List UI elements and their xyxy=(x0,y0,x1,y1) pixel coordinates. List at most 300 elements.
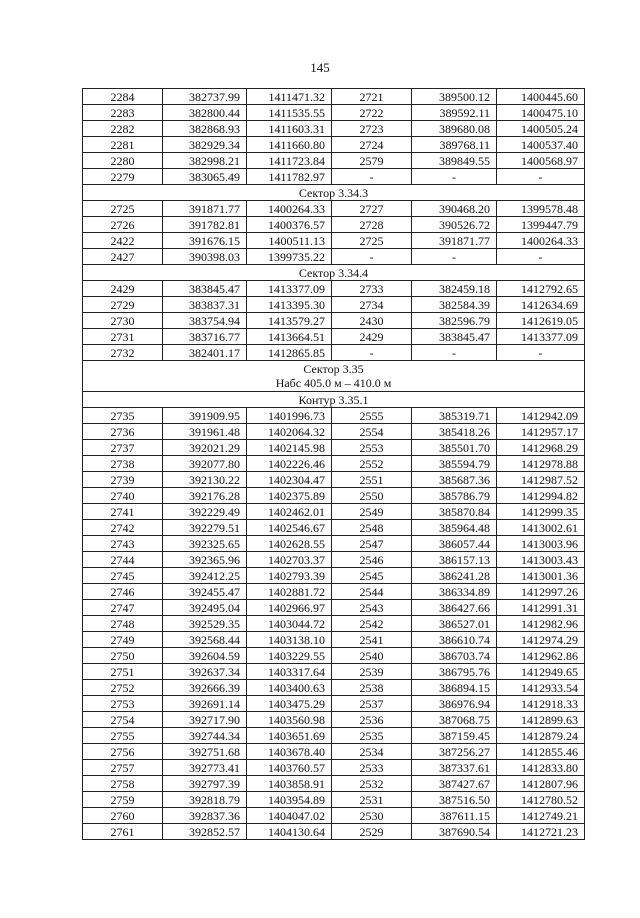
table-cell: 2422 xyxy=(83,233,163,249)
section-header-row xyxy=(83,361,585,392)
table-cell: 391871.77 xyxy=(163,201,247,217)
table-row xyxy=(83,488,585,504)
table-cell: 2283 xyxy=(83,105,163,121)
table-cell: 1403044.72 xyxy=(247,616,332,632)
table-cell: 392666.39 xyxy=(163,680,247,696)
table-cell: 387159.45 xyxy=(412,728,497,744)
table-cell: 387611.15 xyxy=(412,808,497,824)
table-row xyxy=(83,329,585,345)
table-cell: 392852.57 xyxy=(163,824,247,840)
table-cell: 2429 xyxy=(83,281,163,297)
table-cell: 2750 xyxy=(83,648,163,664)
table-cell: 1412982.96 xyxy=(497,616,585,632)
table-cell: 1403475.29 xyxy=(247,696,332,712)
table-cell: 386157.13 xyxy=(412,552,497,568)
table-cell: - xyxy=(332,345,412,361)
table-cell: 1412942.09 xyxy=(497,408,585,424)
table-row xyxy=(83,680,585,696)
table-cell: 2541 xyxy=(332,632,412,648)
table-cell: 1403229.55 xyxy=(247,648,332,664)
table-cell: 386795.76 xyxy=(412,664,497,680)
table-row xyxy=(83,808,585,824)
table-cell: 2549 xyxy=(332,504,412,520)
table-cell: 383716.77 xyxy=(163,329,247,345)
table-cell: 390468.20 xyxy=(412,201,497,217)
table-cell: 1403317.64 xyxy=(247,664,332,680)
table-cell: 2544 xyxy=(332,584,412,600)
table-cell: 1402546.67 xyxy=(247,520,332,536)
table-cell: 392365.96 xyxy=(163,552,247,568)
table-cell: 1412634.69 xyxy=(497,297,585,313)
table-row xyxy=(83,664,585,680)
table-cell: 392637.34 xyxy=(163,664,247,680)
table-cell: 1412974.29 xyxy=(497,632,585,648)
table-cell: 387337.61 xyxy=(412,760,497,776)
table-cell: 1404047.02 xyxy=(247,808,332,824)
table-cell: 2761 xyxy=(83,824,163,840)
table-cell: 2543 xyxy=(332,600,412,616)
section-header-row xyxy=(83,392,585,408)
page-number: 145 xyxy=(310,60,330,75)
table-cell: 385964.48 xyxy=(412,520,497,536)
table-cell: 2280 xyxy=(83,153,163,169)
table-cell: 392229.49 xyxy=(163,504,247,520)
table-cell: 2530 xyxy=(332,808,412,824)
table-cell: 2730 xyxy=(83,313,163,329)
table-cell: 1411603.31 xyxy=(247,121,332,137)
table-cell: 392773.41 xyxy=(163,760,247,776)
table-cell: 2284 xyxy=(83,89,163,105)
table-cell: 1402304.47 xyxy=(247,472,332,488)
table-cell: 1413395.30 xyxy=(247,297,332,313)
table-cell: 1412962.86 xyxy=(497,648,585,664)
table-cell: 385319.71 xyxy=(412,408,497,424)
table-row xyxy=(83,424,585,440)
table-cell: 1413002.61 xyxy=(497,520,585,536)
table-row xyxy=(83,408,585,424)
table-cell: 1403760.57 xyxy=(247,760,332,776)
table-cell: 392176.28 xyxy=(163,488,247,504)
table-cell: 386894.15 xyxy=(412,680,497,696)
table-cell: - xyxy=(412,345,497,361)
section-title: Сектор 3.35 xyxy=(303,362,364,376)
table-cell: 2727 xyxy=(332,201,412,217)
table-cell: 1412978.88 xyxy=(497,456,585,472)
table-cell: 1402064.32 xyxy=(247,424,332,440)
table-cell: 1402145.98 xyxy=(247,440,332,456)
table-cell: 2759 xyxy=(83,792,163,808)
table-cell: 2548 xyxy=(332,520,412,536)
table-row xyxy=(83,744,585,760)
section-header xyxy=(83,361,585,392)
table-cell: 2740 xyxy=(83,488,163,504)
table-cell: 387068.75 xyxy=(412,712,497,728)
table-cell: 1411471.32 xyxy=(247,89,332,105)
table-cell: 391871.77 xyxy=(412,233,497,249)
table-cell: 1402966.97 xyxy=(247,600,332,616)
table-cell: 1403138.10 xyxy=(247,632,332,648)
table-cell: 391782.81 xyxy=(163,217,247,233)
table-cell: 2539 xyxy=(332,664,412,680)
table-cell: 1402226.46 xyxy=(247,456,332,472)
table-cell: 1412991.31 xyxy=(497,600,585,616)
table-cell: 2733 xyxy=(332,281,412,297)
table-cell: 385786.79 xyxy=(412,488,497,504)
table-cell: 2732 xyxy=(83,345,163,361)
section-header-row xyxy=(83,265,585,281)
table-cell: 1402462.01 xyxy=(247,504,332,520)
table-cell: 2746 xyxy=(83,584,163,600)
table-cell: - xyxy=(497,169,585,185)
table-cell: 392495.04 xyxy=(163,600,247,616)
table-cell: 392412.25 xyxy=(163,568,247,584)
table-cell: 392279.51 xyxy=(163,520,247,536)
table-cell: 1412792.65 xyxy=(497,281,585,297)
table-cell: 387256.27 xyxy=(412,744,497,760)
table-cell: 1401996.73 xyxy=(247,408,332,424)
table-row xyxy=(83,105,585,121)
table-cell: 2553 xyxy=(332,440,412,456)
table-cell: - xyxy=(332,249,412,265)
table-cell: 2749 xyxy=(83,632,163,648)
table-cell: 1400511.13 xyxy=(247,233,332,249)
table-cell: 390526.72 xyxy=(412,217,497,233)
table-cell: 386610.74 xyxy=(412,632,497,648)
table-row xyxy=(83,472,585,488)
table-row xyxy=(83,648,585,664)
table-cell: 1412619.05 xyxy=(497,313,585,329)
table-cell: 2742 xyxy=(83,520,163,536)
table-cell: 1412987.52 xyxy=(497,472,585,488)
table-cell: 392568.44 xyxy=(163,632,247,648)
table-cell: 1412879.24 xyxy=(497,728,585,744)
table-cell: 1413003.96 xyxy=(497,536,585,552)
table-cell: 1399735.22 xyxy=(247,249,332,265)
table-cell: 2535 xyxy=(332,728,412,744)
table-cell: 1412899.63 xyxy=(497,712,585,728)
table-cell: 1413377.09 xyxy=(497,329,585,345)
table-cell: 387516.50 xyxy=(412,792,497,808)
table-cell: 2739 xyxy=(83,472,163,488)
table-cell: 1400568.97 xyxy=(497,153,585,169)
table-row xyxy=(83,217,585,233)
table-cell: 1400264.33 xyxy=(247,201,332,217)
coordinates-table xyxy=(82,88,585,840)
table-row xyxy=(83,297,585,313)
table-cell: 1403678.40 xyxy=(247,744,332,760)
section-header: Сектор 3.34.3 xyxy=(83,185,585,201)
table-cell: 2429 xyxy=(332,329,412,345)
table-row xyxy=(83,712,585,728)
table-cell: 392691.14 xyxy=(163,696,247,712)
table-cell: 2281 xyxy=(83,137,163,153)
table-cell: 382584.39 xyxy=(412,297,497,313)
table-cell: 2735 xyxy=(83,408,163,424)
table-row xyxy=(83,313,585,329)
table-cell: 1399447.79 xyxy=(497,217,585,233)
table-cell: 385687.36 xyxy=(412,472,497,488)
table-cell: 1412957.17 xyxy=(497,424,585,440)
table-cell: 2547 xyxy=(332,536,412,552)
table-cell: 383837.31 xyxy=(163,297,247,313)
table-cell: 2546 xyxy=(332,552,412,568)
table-row xyxy=(83,552,585,568)
table-cell: 1404130.64 xyxy=(247,824,332,840)
table-cell: 2537 xyxy=(332,696,412,712)
table-cell: 1412749.21 xyxy=(497,808,585,824)
table-cell: 2744 xyxy=(83,552,163,568)
table-cell: 2752 xyxy=(83,680,163,696)
table-cell: 382800.44 xyxy=(163,105,247,121)
table-cell: 2738 xyxy=(83,456,163,472)
table-cell: 385418.26 xyxy=(412,424,497,440)
table-row xyxy=(83,504,585,520)
table-row xyxy=(83,153,585,169)
table-row xyxy=(83,440,585,456)
table-cell: 2729 xyxy=(83,297,163,313)
table-cell: 2532 xyxy=(332,776,412,792)
table-cell: 1403560.98 xyxy=(247,712,332,728)
table-cell: 2554 xyxy=(332,424,412,440)
table-cell: 2737 xyxy=(83,440,163,456)
table-row xyxy=(83,568,585,584)
table-cell: 2279 xyxy=(83,169,163,185)
table-cell: 391676.15 xyxy=(163,233,247,249)
table-cell: 389849.55 xyxy=(412,153,497,169)
table-cell: 2552 xyxy=(332,456,412,472)
table-row xyxy=(83,600,585,616)
table-cell: 385501.70 xyxy=(412,440,497,456)
table-cell: 2529 xyxy=(332,824,412,840)
coordinates-table-body xyxy=(83,89,585,840)
table-cell: 385870.84 xyxy=(412,504,497,520)
table-cell: 2725 xyxy=(83,201,163,217)
table-cell: 1411782.97 xyxy=(247,169,332,185)
section-header: Сектор 3.34.4 xyxy=(83,265,585,281)
table-cell: 382737.99 xyxy=(163,89,247,105)
table-cell: 1403651.69 xyxy=(247,728,332,744)
table-cell: 2758 xyxy=(83,776,163,792)
table-cell: 1402881.72 xyxy=(247,584,332,600)
table-cell: - xyxy=(497,345,585,361)
table-cell: 1412994.82 xyxy=(497,488,585,504)
table-cell: 2533 xyxy=(332,760,412,776)
table-cell: 389500.12 xyxy=(412,89,497,105)
table-cell: 1412949.65 xyxy=(497,664,585,680)
table-cell: - xyxy=(412,169,497,185)
table-cell: 2555 xyxy=(332,408,412,424)
table-cell: 1403858.91 xyxy=(247,776,332,792)
table-row xyxy=(83,345,585,361)
table-cell: 389680.08 xyxy=(412,121,497,137)
table-cell: 1400445.60 xyxy=(497,89,585,105)
table-cell: 383065.49 xyxy=(163,169,247,185)
table-cell: 2757 xyxy=(83,760,163,776)
table-cell: 1400537.40 xyxy=(497,137,585,153)
table-cell: 1411723.84 xyxy=(247,153,332,169)
table-cell: 1412865.85 xyxy=(247,345,332,361)
table-cell: 392744.34 xyxy=(163,728,247,744)
table-row xyxy=(83,249,585,265)
table-cell: 2550 xyxy=(332,488,412,504)
table-cell: 1402628.55 xyxy=(247,536,332,552)
table-cell: 2531 xyxy=(332,792,412,808)
table-cell: 382401.17 xyxy=(163,345,247,361)
table-cell: 392837.36 xyxy=(163,808,247,824)
table-row xyxy=(83,169,585,185)
table-cell: 1403400.63 xyxy=(247,680,332,696)
table-cell: 1403954.89 xyxy=(247,792,332,808)
table-cell: 386057.44 xyxy=(412,536,497,552)
table-cell: 2753 xyxy=(83,696,163,712)
table-cell: 392717.90 xyxy=(163,712,247,728)
table-cell: 2427 xyxy=(83,249,163,265)
table-cell: 383845.47 xyxy=(412,329,497,345)
table-cell: 2756 xyxy=(83,744,163,760)
section-header: Контур 3.35.1 xyxy=(83,392,585,408)
table-cell: 386703.74 xyxy=(412,648,497,664)
table-cell: 1411535.55 xyxy=(247,105,332,121)
table-cell: 1400475.10 xyxy=(497,105,585,121)
table-row xyxy=(83,456,585,472)
table-cell: 1399578.48 xyxy=(497,201,585,217)
table-cell: 382998.21 xyxy=(163,153,247,169)
table-cell: 1400376.57 xyxy=(247,217,332,233)
table-cell: 386241.28 xyxy=(412,568,497,584)
table-cell: 387427.67 xyxy=(412,776,497,792)
table-cell: 382459.18 xyxy=(412,281,497,297)
table-cell: 2534 xyxy=(332,744,412,760)
table-cell: 2551 xyxy=(332,472,412,488)
section-subtitle: Набс 405.0 м – 410.0 м xyxy=(275,376,392,390)
table-row xyxy=(83,760,585,776)
table-cell: 382929.34 xyxy=(163,137,247,153)
table-cell: 389768.11 xyxy=(412,137,497,153)
table-cell: 386334.89 xyxy=(412,584,497,600)
table-cell: 382868.93 xyxy=(163,121,247,137)
table-cell: 2430 xyxy=(332,313,412,329)
table-row xyxy=(83,201,585,217)
table-cell: - xyxy=(497,249,585,265)
table-cell: 1402703.37 xyxy=(247,552,332,568)
table-cell: 2754 xyxy=(83,712,163,728)
table-cell: 2731 xyxy=(83,329,163,345)
table-cell: 2724 xyxy=(332,137,412,153)
table-cell: 392529.35 xyxy=(163,616,247,632)
table-cell: 1411660.80 xyxy=(247,137,332,153)
table-cell: 1412833.80 xyxy=(497,760,585,776)
table-cell: 392751.68 xyxy=(163,744,247,760)
table-cell: 1412999.35 xyxy=(497,504,585,520)
table-cell: 392604.59 xyxy=(163,648,247,664)
table-cell: 2755 xyxy=(83,728,163,744)
table-cell: 2734 xyxy=(332,297,412,313)
table-row xyxy=(83,696,585,712)
table-cell: 2736 xyxy=(83,424,163,440)
table-row xyxy=(83,233,585,249)
table-cell: 1412968.29 xyxy=(497,440,585,456)
table-cell: 1402375.89 xyxy=(247,488,332,504)
table-cell: 392077.80 xyxy=(163,456,247,472)
table-cell: 385594.79 xyxy=(412,456,497,472)
table-cell: 1400505.24 xyxy=(497,121,585,137)
table-cell: 1412933.54 xyxy=(497,680,585,696)
table-cell: 383754.94 xyxy=(163,313,247,329)
table-row xyxy=(83,776,585,792)
table-cell: 391909.95 xyxy=(163,408,247,424)
table-cell: 1413003.43 xyxy=(497,552,585,568)
table-cell: 1412807.96 xyxy=(497,776,585,792)
table-cell: 390398.03 xyxy=(163,249,247,265)
table-row xyxy=(83,281,585,297)
table-cell: 2725 xyxy=(332,233,412,249)
table-cell: - xyxy=(332,169,412,185)
table-cell: 2748 xyxy=(83,616,163,632)
table-cell: 392455.47 xyxy=(163,584,247,600)
table-row xyxy=(83,121,585,137)
table-row xyxy=(83,632,585,648)
table-cell: 1412721.23 xyxy=(497,824,585,840)
table-row xyxy=(83,520,585,536)
section-header-row xyxy=(83,185,585,201)
table-cell: 1413664.51 xyxy=(247,329,332,345)
table-cell: 392130.22 xyxy=(163,472,247,488)
table-cell: 2722 xyxy=(332,105,412,121)
table-cell: 2760 xyxy=(83,808,163,824)
table-cell: 2579 xyxy=(332,153,412,169)
table-cell: 2538 xyxy=(332,680,412,696)
table-cell: 2542 xyxy=(332,616,412,632)
table-row xyxy=(83,792,585,808)
table-row xyxy=(83,536,585,552)
table-cell: 1413579.27 xyxy=(247,313,332,329)
table-cell: 386427.66 xyxy=(412,600,497,616)
table-cell: 389592.11 xyxy=(412,105,497,121)
table-cell: 386976.94 xyxy=(412,696,497,712)
table-cell: 2726 xyxy=(83,217,163,233)
table-cell: 1412918.33 xyxy=(497,696,585,712)
table-cell: - xyxy=(412,249,497,265)
table-cell: 2723 xyxy=(332,121,412,137)
table-cell: 1412997.26 xyxy=(497,584,585,600)
table-cell: 2745 xyxy=(83,568,163,584)
table-cell: 2747 xyxy=(83,600,163,616)
table-cell: 2282 xyxy=(83,121,163,137)
table-cell: 2545 xyxy=(332,568,412,584)
table-cell: 2741 xyxy=(83,504,163,520)
table-cell: 383845.47 xyxy=(163,281,247,297)
table-cell: 392797.39 xyxy=(163,776,247,792)
table-cell: 387690.54 xyxy=(412,824,497,840)
table-cell: 392021.29 xyxy=(163,440,247,456)
table-cell: 1413001.36 xyxy=(497,568,585,584)
table-cell: 1400264.33 xyxy=(497,233,585,249)
table-cell: 1412855.46 xyxy=(497,744,585,760)
table-row xyxy=(83,584,585,600)
table-cell: 2721 xyxy=(332,89,412,105)
table-row xyxy=(83,137,585,153)
table-row xyxy=(83,824,585,840)
table-cell: 1413377.09 xyxy=(247,281,332,297)
table-row xyxy=(83,616,585,632)
table-cell: 2540 xyxy=(332,648,412,664)
table-cell: 1402793.39 xyxy=(247,568,332,584)
table-cell: 391961.48 xyxy=(163,424,247,440)
table-cell: 382596.79 xyxy=(412,313,497,329)
table-row xyxy=(83,728,585,744)
table-cell: 2728 xyxy=(332,217,412,233)
table-cell: 2751 xyxy=(83,664,163,680)
